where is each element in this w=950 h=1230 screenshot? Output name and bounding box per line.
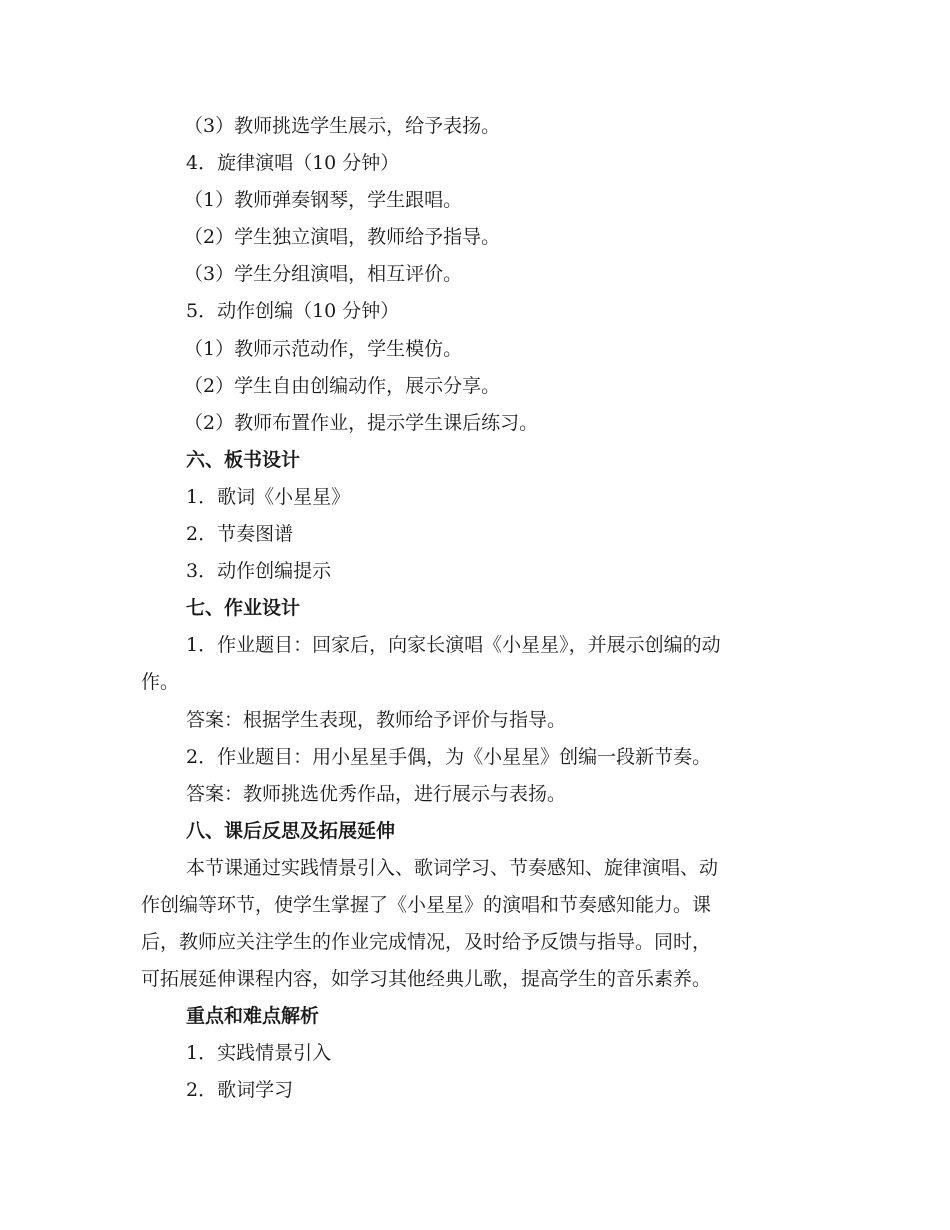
numbered-item: 2．歌词学习 [186,1079,294,1102]
text-line: （2）学生独立演唱，教师给予指导。 [184,226,501,249]
document-body [0,108,950,1110]
text-line: （1）教师弹奏钢琴，学生跟唱。 [184,189,463,212]
text-line: （1）教师示范动作，学生模仿。 [184,337,463,360]
numbered-item: 1．歌词《小星星》 [186,485,351,508]
numbered-item: 5．动作创编（10 分钟） [186,300,400,323]
paragraph-line: 作创编等环节，使学生掌握了《小星星》的演唱和节奏感知能力。课 [141,893,712,916]
answer-line: 答案：教师挑选优秀作品，进行展示与表扬。 [186,782,567,805]
numbered-item: 1．实践情景引入 [186,1042,332,1065]
section-heading: 八、课后反思及拓展延伸 [186,819,396,842]
answer-line: 答案：根据学生表现，教师给予评价与指导。 [186,708,567,731]
section-heading: 七、作业设计 [186,597,301,620]
section-heading: 六、板书设计 [186,448,301,471]
numbered-item: 3．动作创编提示 [186,560,332,583]
numbered-item: 2．节奏图谱 [186,523,294,546]
numbered-item: 2．作业题目：用小星星手偶，为《小星星》创编一段新节奏。 [186,745,712,768]
numbered-item: 1．作业题目：回家后，向家长演唱《小星星》，并展示创编的动 [186,634,721,657]
text-line: （3）教师挑选学生展示，给予表扬。 [184,115,501,137]
text-line: （2）学生自由创编动作，展示分享。 [184,374,501,397]
paragraph-line: 本节课通过实践情景引入、歌词学习、节奏感知、旋律演唱、动 [186,856,719,879]
section-heading: 重点和难点解析 [186,1005,320,1028]
text-line: （2）教师布置作业，提示学生课后练习。 [184,411,539,434]
text-line: 作。 [141,671,180,694]
text-line: （3）学生分组演唱，相互评价。 [184,263,463,286]
numbered-item: 4．旋律演唱（10 分钟） [186,152,400,175]
paragraph-line: 可拓展延伸课程内容，如学习其他经典儿歌，提高学生的音乐素养。 [141,968,712,991]
paragraph-line: 后，教师应关注学生的作业完成情况，及时给予反馈与指导。同时， [141,931,712,954]
